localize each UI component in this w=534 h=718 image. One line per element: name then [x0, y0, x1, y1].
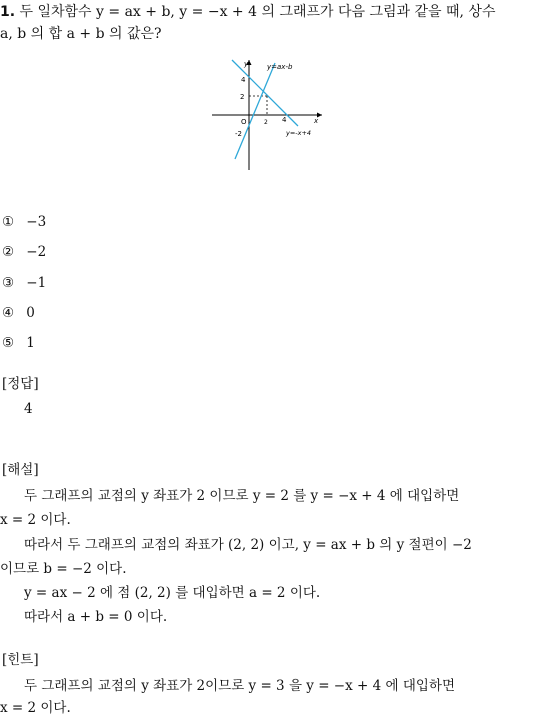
- choice-4[interactable]: [2, 303, 528, 323]
- solution-label: [해설]: [2, 462, 39, 478]
- solution-line: 두 그래프의 교점의 y 좌표가 2 이므로 y = 2 를 y = −x + 4 에 대입하면: [24, 488, 460, 504]
- solution-line: 따라서 a + b = 0 이다.: [24, 609, 168, 625]
- origin-label: O: [241, 118, 247, 126]
- choice-3[interactable]: [2, 273, 528, 293]
- choice-3-number: ③: [2, 275, 15, 291]
- solution-line: 따라서 두 그래프의 교점의 좌표가 (2, 2) 이고, y = ax + b 의 y 절편이 −2: [24, 537, 472, 553]
- choice-1-number: ①: [2, 214, 15, 230]
- question-line-1: [0, 2, 528, 22]
- question-text-1: 두 일차함수 y = ax + b, y = −x + 4 의 그래프가 다음 그림과 같을 때, 상수: [19, 4, 496, 20]
- choice-1-text: −3: [26, 214, 47, 230]
- solution-line: 이므로 b = −2 이다.: [0, 561, 127, 577]
- tick-label-y-4: 4: [241, 76, 246, 84]
- answer-value: 4: [24, 401, 33, 417]
- line-label-y-ax-b: y=ax-b: [267, 63, 293, 71]
- choice-5-text: 1: [26, 335, 35, 351]
- answer-label: [정답]: [2, 376, 39, 392]
- solution-line: x = 2 이다.: [0, 512, 71, 528]
- choice-5-number: ⑤: [2, 335, 15, 351]
- tick-label-x-2: 2: [264, 119, 268, 126]
- choice-2-text: −2: [26, 244, 47, 260]
- choice-5[interactable]: [2, 333, 528, 353]
- choice-1[interactable]: [2, 212, 528, 232]
- question-text-2: a, b 의 합 a + b 의 값은?: [0, 26, 162, 42]
- tick-label-y-neg-2: -2: [235, 130, 242, 138]
- choice-4-text: 0: [26, 305, 35, 321]
- function-graph: [206, 56, 326, 174]
- choice-2-number: ②: [2, 244, 15, 260]
- tick-label-y-2: 2: [240, 93, 245, 101]
- choice-2[interactable]: [2, 242, 528, 262]
- hint-line: x = 2 이다.: [0, 700, 71, 716]
- line-label-y-neg-x-4: y=-x+4: [286, 129, 312, 137]
- hint-line: 두 그래프의 교점의 y 좌표가 2이므로 y = 3 을 y = −x + 4 에 대입하면: [24, 678, 455, 694]
- solution-line: y = ax − 2 에 점 (2, 2) 를 대입하면 a = 2 이다.: [24, 585, 321, 601]
- tick-label-x-4: 4: [282, 116, 287, 124]
- choice-4-number: ④: [2, 305, 15, 321]
- x-axis-label: x: [314, 117, 319, 125]
- hint-label: [힌트]: [2, 652, 39, 668]
- question-number: 1.: [0, 4, 16, 20]
- y-axis-label: y: [244, 60, 249, 68]
- choice-3-text: −1: [26, 275, 47, 291]
